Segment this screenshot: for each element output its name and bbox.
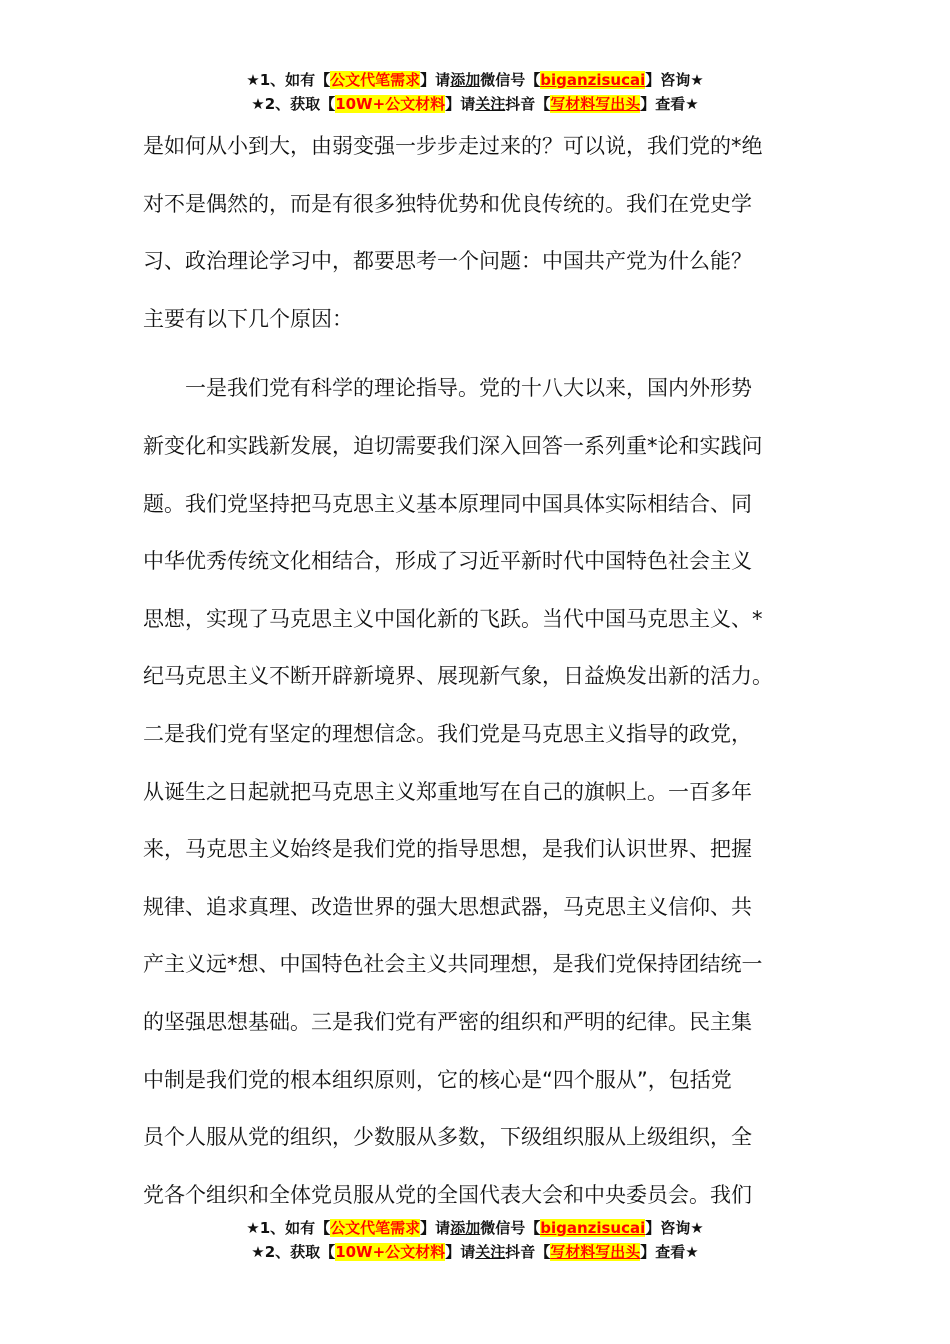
banner-highlight: 公文代笔需求 (330, 71, 421, 89)
body-line: 中制是我们党的根本组织原则，它的核心是“四个服从”，包括党 (143, 1067, 732, 1092)
header-banner (0, 68, 950, 116)
body-line: 习、政治理论学习中，都要思考一个问题：中国共产党为什么能？ (143, 249, 752, 274)
wechat-id: biganzisucai (540, 71, 646, 89)
banner-text: 微信号【 (480, 1219, 541, 1237)
wechat-id: biganzisucai (540, 1219, 646, 1237)
footer-banner (0, 1216, 950, 1264)
banner-underlined: 添加 (450, 1219, 481, 1237)
banner-text: 抖音【 (505, 1243, 551, 1261)
banner-underlined: 关注 (475, 95, 506, 113)
banner-text: ★1、如有【 (246, 71, 331, 89)
body-line: 题。我们党坚持把马克思主义基本原理同中国具体实际相结合、同 (143, 491, 752, 516)
banner-underlined: 添加 (450, 71, 481, 89)
banner-highlight: 公文代笔需求 (330, 1219, 421, 1237)
body-line: 来，马克思主义始终是我们党的指导思想，是我们认识世界、把握 (143, 837, 752, 862)
banner-text: 】请 (420, 71, 451, 89)
body-line: 员个人服从党的组织，少数服从多数，下级组织服从上级组织，全 (143, 1125, 752, 1150)
banner-highlight: 10W+公文材料 (335, 1243, 446, 1261)
banner-line-2 (0, 1240, 950, 1264)
document-body (143, 118, 823, 1224)
body-line: 对不是偶然的，而是有很多独特优势和优良传统的。我们在党史学 (143, 191, 752, 216)
banner-line-1 (0, 68, 950, 92)
banner-text: 】请 (445, 1243, 476, 1261)
body-line: 产主义远*想、中国特色社会主义共同理想，是我们党保持团结统一 (143, 952, 763, 977)
banner-highlight: 10W+公文材料 (335, 95, 446, 113)
body-line: 纪马克思主义不断开辟新境界、展现新气象，日益焕发出新的活力。 (143, 664, 773, 689)
banner-text: 】查看★ (640, 95, 699, 113)
banner-text: 抖音【 (505, 95, 551, 113)
body-line: 从诞生之日起就把马克思主义郑重地写在自己的旗帜上。一百多年 (143, 779, 752, 804)
banner-text: ★1、如有【 (246, 1219, 331, 1237)
banner-text: ★2、获取【 (251, 1243, 336, 1261)
body-line: 是如何从小到大，由弱变强一步步走过来的？可以说，我们党的*绝 (143, 134, 763, 158)
body-line: 一是我们党有科学的理论指导。党的十八大以来，国内外形势 (143, 376, 752, 401)
body-line: 的坚强思想基础。三是我们党有严密的组织和严明的纪律。民主集 (143, 1009, 752, 1034)
banner-text: 】查看★ (640, 1243, 699, 1261)
douyin-account: 写材料写出头 (550, 95, 641, 113)
paragraph-gap (143, 348, 823, 360)
body-line: 主要有以下几个原因： (143, 306, 353, 331)
banner-line-1 (0, 1216, 950, 1240)
body-line: 思想，实现了马克思主义中国化新的飞跃。当代中国马克思主义、* (143, 606, 763, 631)
banner-text: 】请 (445, 95, 476, 113)
banner-text: ★2、获取【 (251, 95, 336, 113)
banner-text: 】咨询★ (645, 1219, 704, 1237)
douyin-account: 写材料写出头 (550, 1243, 641, 1261)
banner-text: 微信号【 (480, 71, 541, 89)
banner-text: 】咨询★ (645, 71, 704, 89)
banner-underlined: 关注 (475, 1243, 506, 1261)
body-line: 党各个组织和全体党员服从党的全国代表大会和中央委员会。我们 (143, 1182, 752, 1207)
body-line: 中华优秀传统文化相结合，形成了习近平新时代中国特色社会主义 (143, 549, 752, 574)
banner-line-2 (0, 92, 950, 116)
body-line: 规律、追求真理、改造世界的强大思想武器，马克思主义信仰、共 (143, 894, 752, 919)
body-line: 新变化和实践新发展，迫切需要我们深入回答一系列重*论和实践问 (143, 433, 763, 458)
body-line: 二是我们党有坚定的理想信念。我们党是马克思主义指导的政党， (143, 721, 752, 746)
banner-text: 】请 (420, 1219, 451, 1237)
